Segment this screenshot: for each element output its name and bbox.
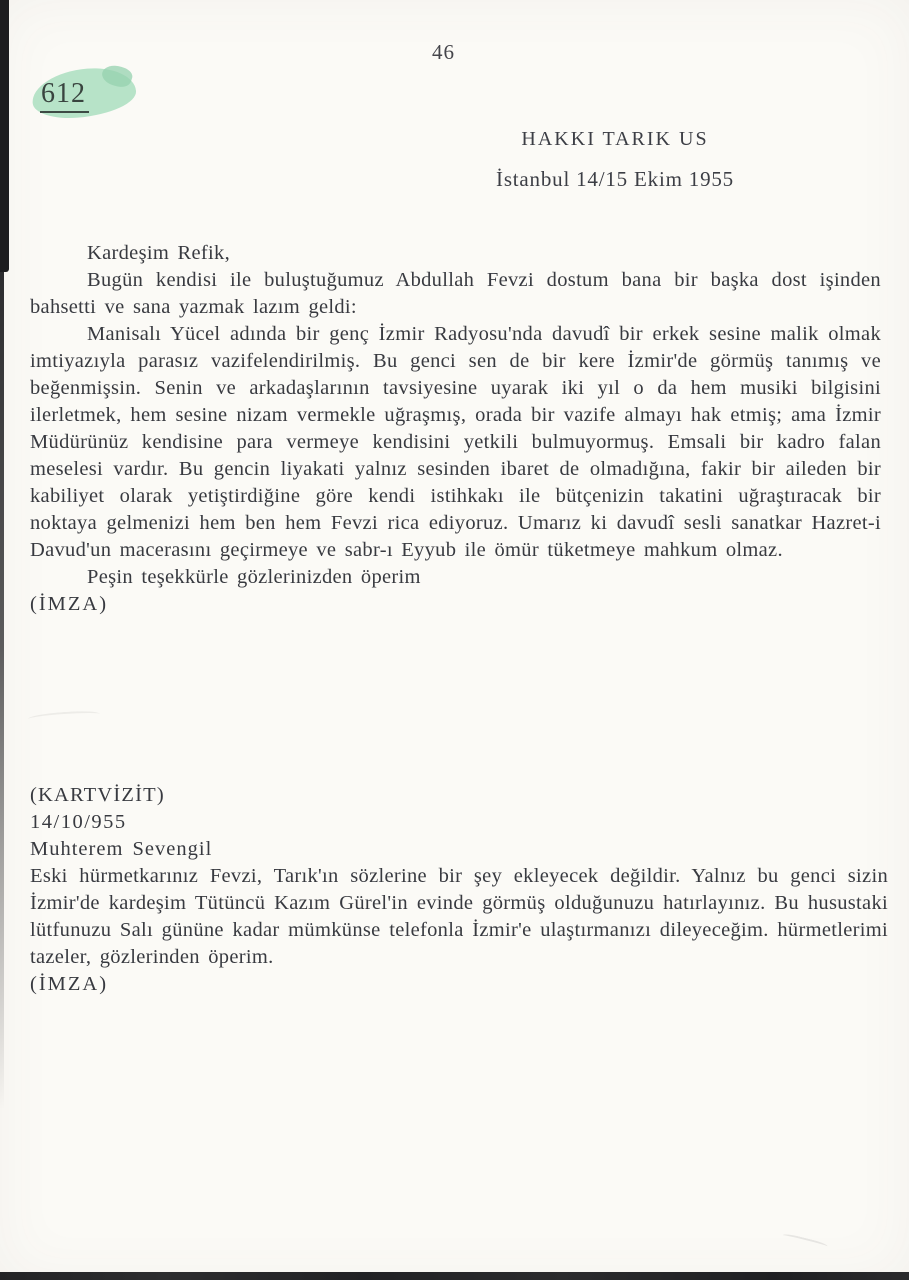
signature-placeholder: (İMZA) (30, 973, 109, 995)
scan-edge-left-dark (0, 0, 9, 272)
closing-line: Peşin teşekkürle gözlerinizden öperim (87, 566, 421, 588)
card-note-body: Eski hürmetkarınız Fevzi, Tarık'ın sözlerine bir şey ekleyecek değildir. Yalnız bu genci sizin İzmir'de kardeşim Tütüncü Kazım Gürel'in evinde görmüş olduğunuzu hatırlayınız. Bu husustaki lütfunuzu Salı gününe kadar mümkünse telefonla İzmir'e ulaştırmanızı dileyeceğim. hürmetlerimi tazeler, gözlerinden öperim. (30, 865, 888, 968)
dateline: İstanbul 14/15 Ekim 1955 (496, 167, 734, 191)
card-note (30, 782, 888, 998)
scan-edge-bottom (0, 1272, 909, 1280)
letter-paragraph: Bugün kendisi ile buluştuğumuz Abdullah Fevzi dostum bana bir başka dost işinden bahsetti ve sana yazmak lazım geldi: (30, 269, 881, 318)
signature-placeholder: (İMZA) (30, 593, 109, 615)
card-note-date: 14/10/955 (30, 811, 127, 833)
card-note-salutation: Muhterem Sevengil (30, 838, 213, 860)
card-note-label: (KARTVİZİT) (30, 784, 165, 806)
salutation: Kardeşim Refik, (87, 242, 230, 264)
letter-paragraph: Manisalı Yücel adında bir genç İzmir Radyosu'nda davudî bir erkek sesine malik olmak imtiyazıyla parasız vazifelendirilmiş. Bu genci sen de bir kere İzmir'de görmüş tanımış ve beğenmişsin. Senin ve arkadaşlarının tavsiyesine uyarak iki yıl o da hem musiki bilgisini ilerletmek, hem sesine nizam vermekle uğraşmış, orada bir vazife almayı hak etmiş; ama İzmir Müdürünüz kendisine para vermeye kendisini yetkili bulmuyormuş. Emsali bir kadro falan meselesi vardır. Bu gencin liyakati yalnız sesinden ibaret de olmadığına, fakir bir aileden bir kabiliyet olarak yetiştirdiğine göre kendi istihkakı ile bütçenizin takatini uğraştıracak bir noktaya gelmenizi hem ben hem Fevzi rica ediyoruz. Umarız ki davudî sesli sanatkar Hazret-i Davud'un macerasını geçirmeye ve sabr-ı Eyyub ile ömür tüketmeye mahkum olmaz. (30, 323, 881, 561)
letter-heading (400, 128, 830, 192)
archive-number: 612 (40, 78, 89, 113)
pencil-smudge (28, 709, 100, 723)
archive-number-stamp (36, 76, 146, 126)
faint-pen-mark (782, 1233, 828, 1251)
sender-name: HAKKI TARIK US (521, 128, 709, 150)
page-number: 46 (432, 40, 455, 64)
letter-body (30, 240, 881, 618)
scan-edge-left-fade (0, 270, 4, 1110)
